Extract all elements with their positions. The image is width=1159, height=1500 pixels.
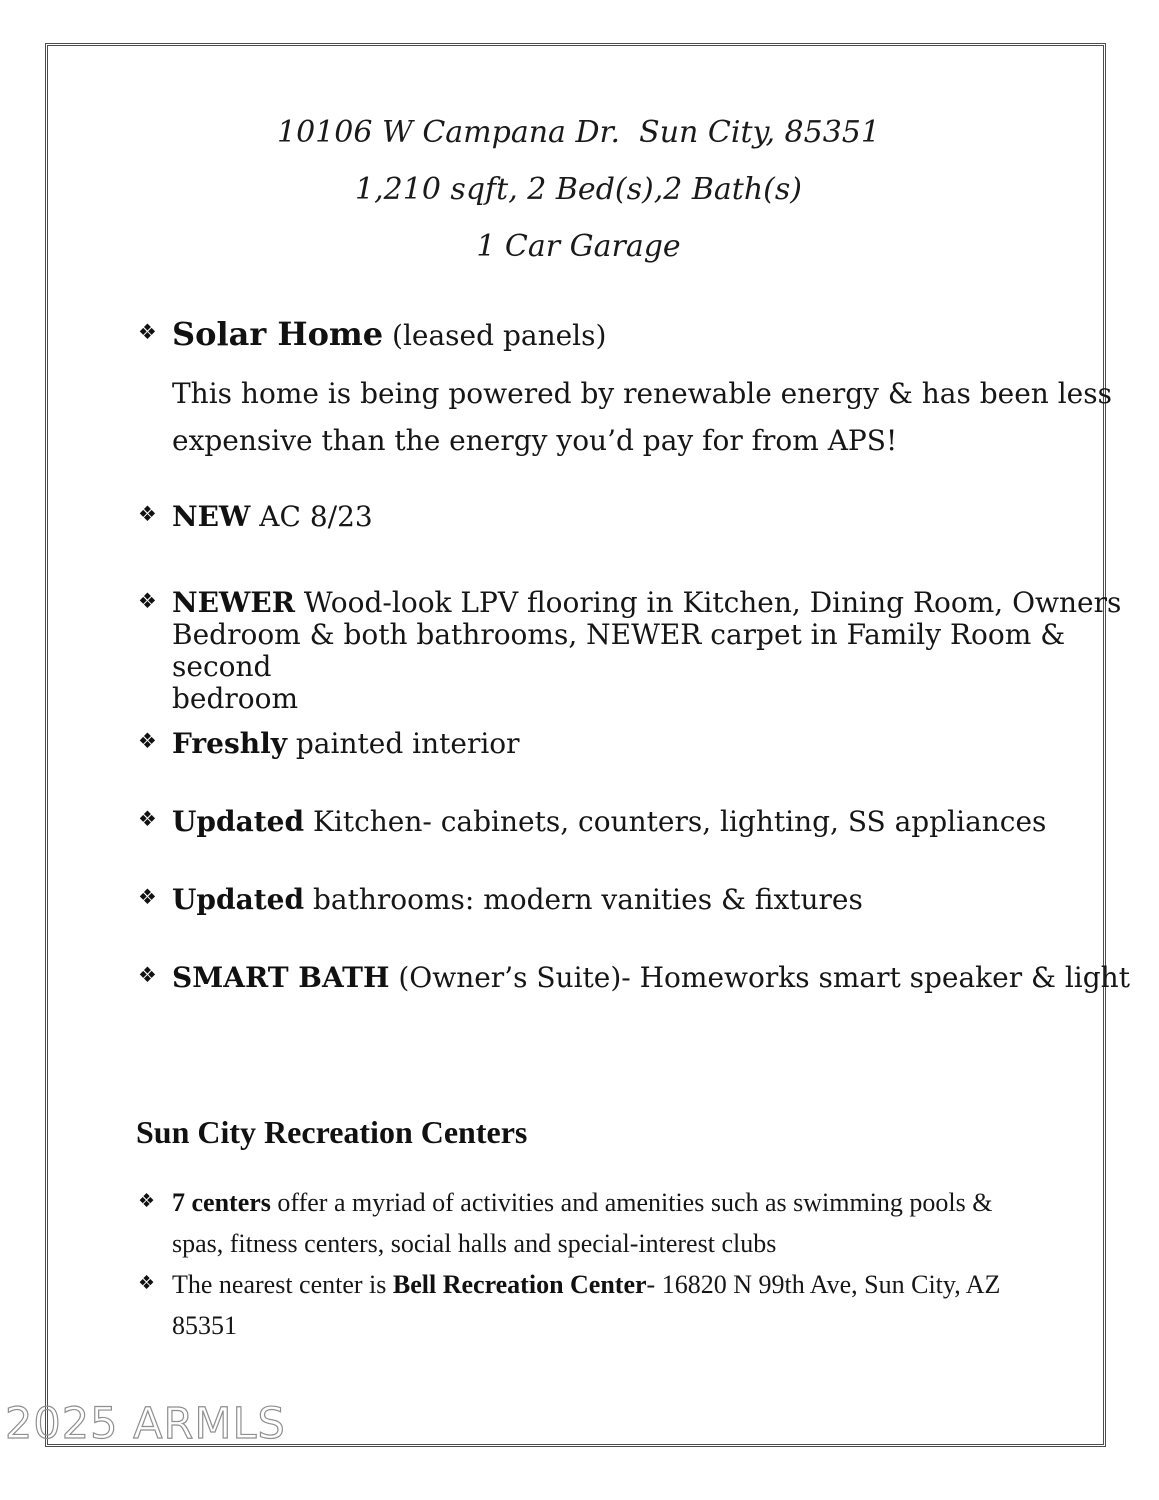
feature-new-ac — [138, 500, 373, 533]
description-line: expensive than the energy you’d pay for from APS! — [172, 424, 898, 457]
feature-lead: Freshly — [172, 727, 287, 760]
feature-rest: Kitchen- cabinets, counters, lighting, SS appliances — [304, 805, 1047, 838]
listing-header — [45, 104, 1112, 275]
recreation-pre: The nearest center is — [172, 1270, 393, 1299]
recreation-rest: offer a myriad of activities and amenities such as swimming pools & — [270, 1188, 993, 1217]
feature-text — [172, 961, 1130, 994]
feature-lead: NEWER — [172, 586, 295, 619]
feature-rest: (Owner’s Suite)- Homeworks smart speaker & light — [389, 961, 1130, 994]
recreation-lead: Bell Recreation Center — [392, 1270, 647, 1299]
diamond-bullet-icon: ❖ — [138, 589, 157, 613]
feature-rest: AC 8/23 — [250, 500, 373, 533]
feature-text — [172, 587, 1159, 715]
feature-line: Bedroom & both bathrooms, NEWER carpet in Family Room & second — [172, 618, 1066, 683]
diamond-bullet-icon: ❖ — [138, 320, 157, 344]
description-line: This home is being powered by renewable energy & has been less — [172, 377, 1112, 410]
specs-line: 1,210 sqft, 2 Bed(s),2 Bath(s) — [355, 172, 802, 207]
feature-lead: NEW — [172, 500, 251, 533]
recreation-line: spas, fitness centers, social halls and special-interest clubs — [172, 1229, 777, 1258]
feature-kitchen — [138, 805, 1046, 838]
diamond-bullet-icon: ❖ — [138, 1273, 156, 1294]
feature-text — [172, 805, 1046, 838]
feature-smart-bath — [138, 961, 1130, 994]
feature-rest: (leased panels) — [383, 319, 607, 352]
feature-text — [172, 883, 863, 916]
recreation-heading: Sun City Recreation Centers — [136, 1114, 528, 1150]
diamond-bullet-icon: ❖ — [138, 885, 157, 909]
feature-lead: Solar Home — [172, 315, 384, 353]
address-line: 10106 W Campana Dr. Sun City, 85351 — [277, 115, 880, 150]
feature-line — [172, 587, 1159, 619]
recreation-line — [172, 1264, 1098, 1305]
feature-text — [172, 727, 520, 760]
feature-text — [172, 315, 607, 353]
feature-paint — [138, 727, 520, 760]
feature-solar-home — [138, 315, 607, 353]
armls-watermark: 2025 ARMLS — [5, 1399, 286, 1449]
feature-rest: bathrooms: modern vanities & fixtures — [304, 883, 863, 916]
feature-line: bedroom — [172, 682, 299, 715]
diamond-bullet-icon: ❖ — [138, 1191, 156, 1212]
recreation-lead: 7 centers — [172, 1188, 271, 1217]
solar-home-description — [172, 370, 1112, 464]
recreation-item-nearest — [138, 1264, 1098, 1346]
recreation-rest: - 16820 N 99th Ave, Sun City, AZ — [646, 1270, 1001, 1299]
feature-flooring — [138, 587, 1159, 715]
feature-bathrooms — [138, 883, 863, 916]
feature-lead: Updated — [172, 883, 305, 916]
diamond-bullet-icon: ❖ — [138, 963, 157, 987]
diamond-bullet-icon: ❖ — [138, 729, 157, 753]
feature-text — [172, 500, 373, 533]
feature-rest: painted interior — [286, 727, 520, 760]
diamond-bullet-icon: ❖ — [138, 807, 157, 831]
recreation-line: 85351 — [172, 1311, 237, 1340]
diamond-bullet-icon: ❖ — [138, 502, 157, 526]
feature-lead: Updated — [172, 805, 305, 838]
recreation-line — [172, 1182, 1098, 1223]
feature-rest: Wood-look LPV flooring in Kitchen, Dining Room, Owners — [295, 586, 1122, 619]
feature-lead: SMART BATH — [172, 961, 390, 994]
garage-line: 1 Car Garage — [476, 229, 681, 264]
recreation-list — [138, 1182, 1098, 1346]
recreation-item-centers — [138, 1182, 1098, 1264]
